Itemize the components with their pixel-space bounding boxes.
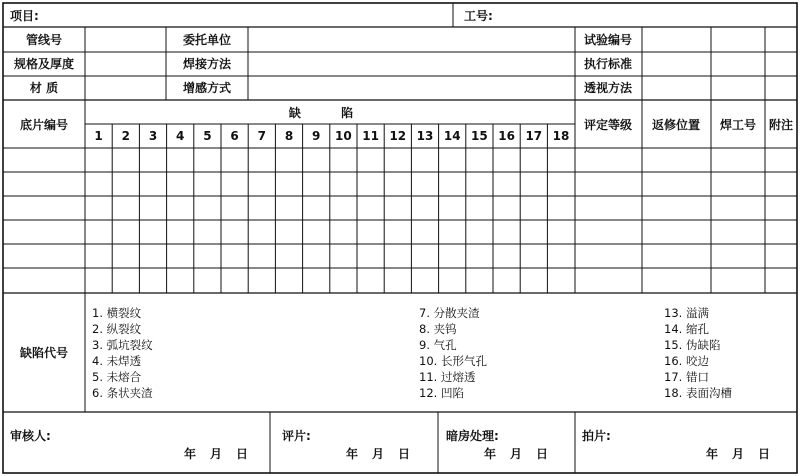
defect-code: 9. 气孔 — [419, 338, 457, 352]
defect-code: 17. 错口 — [664, 370, 709, 384]
col-number: 14 — [443, 129, 461, 143]
defect-code: 11. 过熔透 — [419, 370, 476, 384]
col-number: 12 — [389, 129, 407, 143]
defect-code: 4. 未焊透 — [92, 354, 142, 368]
film-no-label: 底片编号 — [19, 118, 69, 132]
defect-code: 13. 溢满 — [664, 306, 709, 320]
defect-code: 5. 未熔合 — [92, 370, 142, 384]
project-label: 项目: — [10, 9, 39, 23]
date-year: 年 — [346, 447, 359, 461]
note-header: 附注 — [768, 118, 794, 132]
form-border — [3, 3, 797, 473]
col-number: 4 — [176, 129, 185, 143]
col-number: 7 — [257, 129, 266, 143]
date-day: 日 — [536, 447, 549, 461]
defect-code: 2. 纵裂纹 — [92, 322, 142, 336]
welder-header: 焊工号 — [719, 118, 757, 132]
date-month: 月 — [372, 447, 385, 461]
weld-method-label: 焊接方法 — [182, 57, 232, 71]
col-number: 2 — [121, 129, 130, 143]
date-year: 年 — [184, 447, 197, 461]
col-number: 15 — [471, 129, 488, 143]
test-no-label: 试验编号 — [583, 33, 633, 47]
col-number: 3 — [148, 129, 158, 143]
shooter-label: 拍片: — [582, 429, 611, 443]
col-number: 8 — [284, 129, 294, 143]
col-number: 11 — [362, 129, 379, 143]
defect-header: 缺 陷 — [288, 106, 372, 120]
date-day: 日 — [758, 447, 771, 461]
defect-code-label: 缺陷代号 — [19, 346, 69, 360]
defect-code: 12. 凹陷 — [419, 386, 464, 400]
defect-code: 16. 咬边 — [664, 354, 709, 368]
col-number: 16 — [498, 129, 515, 143]
grade-header: 评定等级 — [583, 118, 633, 132]
col-number: 13 — [416, 129, 434, 143]
defect-code: 18. 表面沟槽 — [664, 386, 732, 400]
date-month: 月 — [510, 447, 523, 461]
job-no-label: 工号: — [464, 9, 493, 23]
defect-code: 15. 伪缺陷 — [664, 338, 721, 352]
repair-header: 返修位置 — [651, 118, 701, 132]
date-day: 日 — [236, 447, 249, 461]
defect-code: 7. 分散夹渣 — [419, 306, 480, 320]
date-year: 年 — [484, 447, 497, 461]
defect-code: 14. 缩孔 — [664, 322, 709, 336]
rater-label: 评片: — [282, 429, 311, 443]
client-label: 委托单位 — [182, 33, 232, 47]
defect-code: 3. 弧坑裂纹 — [92, 338, 153, 352]
col-number: 18 — [552, 129, 570, 143]
col-number: 17 — [525, 129, 543, 143]
col-number: 5 — [203, 129, 212, 143]
date-month: 月 — [732, 447, 745, 461]
date-month: 月 — [210, 447, 223, 461]
standard-label: 执行标准 — [583, 57, 633, 71]
col-number: 1 — [94, 129, 103, 143]
col-number: 9 — [312, 129, 321, 143]
date-day: 日 — [398, 447, 411, 461]
defect-code: 8. 夹钨 — [419, 322, 457, 336]
darkroom-label: 暗房处理: — [446, 429, 499, 443]
material-label: 材 质 — [29, 81, 59, 95]
defect-code: 1. 横裂纹 — [92, 306, 142, 320]
col-number: 10 — [335, 129, 352, 143]
method-label: 透视方法 — [583, 81, 633, 95]
reviewer-label: 审核人: — [10, 429, 51, 443]
screen-label: 增感方式 — [182, 81, 232, 95]
spec-label: 规格及厚度 — [13, 57, 75, 71]
date-year: 年 — [706, 447, 719, 461]
pipe-no-label: 管线号 — [25, 33, 63, 47]
defect-code: 6. 条状夹渣 — [92, 386, 153, 400]
col-number: 6 — [230, 129, 239, 143]
defect-code: 10. 长形气孔 — [419, 354, 487, 368]
